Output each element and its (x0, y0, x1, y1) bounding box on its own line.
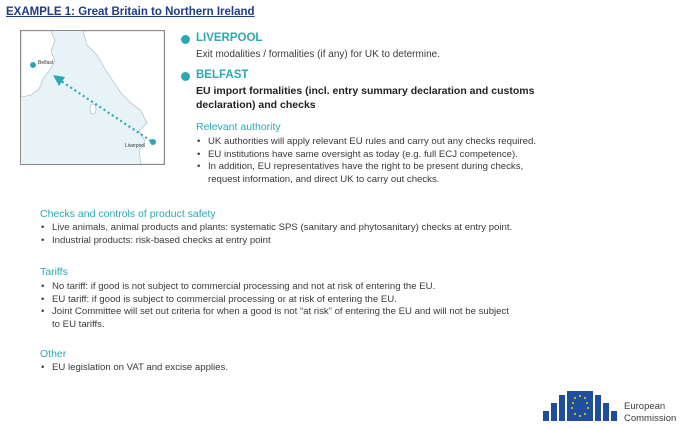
list-item: • No tariff: if good is not subject to commercial processing and not at risk of entering the EU. (40, 281, 680, 294)
map-svg (21, 31, 164, 164)
belfast-text-line1: EU import formalities (incl. entry summary declaration and customs (196, 85, 535, 97)
other-list (40, 362, 680, 375)
map-label-belfast: Belfast (38, 60, 54, 66)
liverpool-bullet-icon (181, 35, 190, 44)
product-safety-heading: Checks and controls of product safety (40, 208, 216, 220)
list-item: • In addition, EU representatives have the right to be present during checks, (196, 161, 666, 174)
list-item: • EU tariff: if good is subject to commercial processing or at risk of entering the EU. (40, 294, 680, 307)
ec-logo-line1: European (624, 401, 666, 412)
ec-logo-line2: Commission (624, 413, 677, 424)
european-commission-logo (541, 389, 619, 423)
list-item: • EU legislation on VAT and excise applies. (40, 362, 680, 375)
relevant-authority-heading: Relevant authority (196, 121, 281, 133)
list-item-continuation: request information, and direct UK to carry out checks. (208, 173, 440, 185)
list-item: • EU institutions have same oversight as today (e.g. full ECJ competence). (196, 149, 666, 162)
tariffs-heading: Tariffs (40, 266, 68, 278)
liverpool-heading: LIVERPOOL (196, 32, 263, 44)
belfast-marker (30, 62, 36, 68)
route-map (20, 30, 165, 165)
list-item-continuation: to EU tariffs. (52, 318, 105, 330)
belfast-text-line2: declaration) and checks (196, 99, 316, 111)
other-heading: Other (40, 348, 67, 360)
product-safety-list (40, 222, 680, 247)
map-label-liverpool: Liverpool (125, 143, 146, 149)
belfast-bullet-icon (181, 72, 190, 81)
liverpool-text: Exit modalities / formalities (if any) for UK to determine. (196, 49, 440, 60)
ec-building-icon (541, 389, 619, 423)
liverpool-marker (150, 139, 156, 145)
tariffs-list (40, 281, 680, 331)
ec-logo-text (624, 401, 676, 425)
relevant-authority-list (196, 136, 666, 186)
belfast-heading: BELFAST (196, 69, 249, 81)
list-item: • Live animals, animal products and plants: systematic SPS (sanitary and phytosanitary) checks at entry point. (40, 222, 680, 235)
page-title: EXAMPLE 1: Great Britain to Northern Ireland (6, 6, 255, 18)
list-item: • UK authorities will apply relevant EU rules and carry out any checks required. (196, 136, 666, 149)
list-item: • Industrial products: risk-based checks at entry point (40, 235, 680, 248)
list-item: • Joint Committee will set out criteria for when a good is not “at risk” of entering the EU and will not be subject (40, 306, 680, 319)
